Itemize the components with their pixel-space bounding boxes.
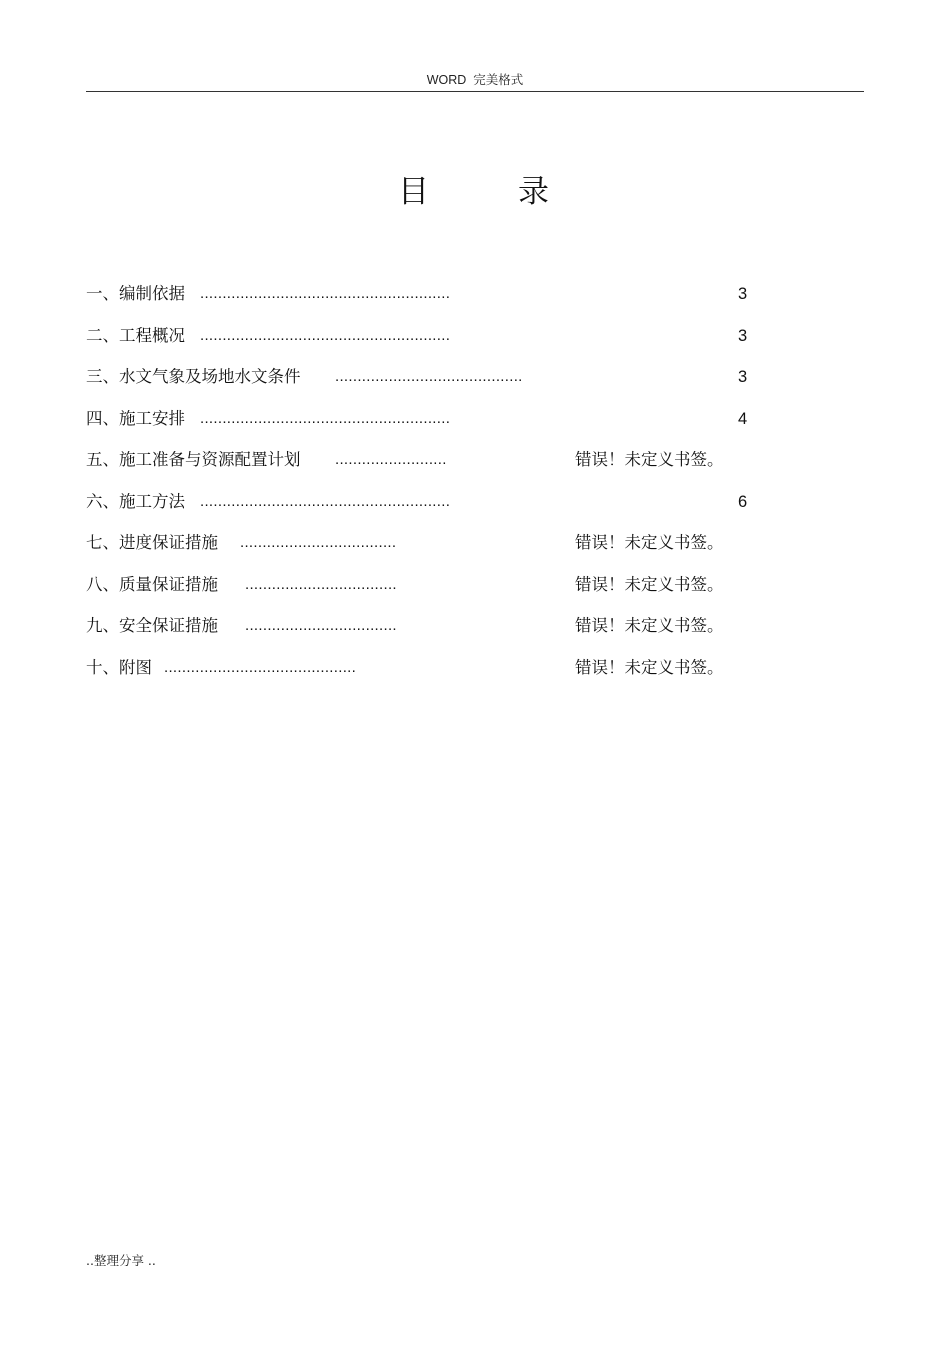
toc-dot-leader: ...........................................: [164, 658, 357, 676]
toc-entry[interactable]: [86, 612, 786, 654]
toc-page-error: 错误！未定义书签。: [575, 574, 724, 594]
page-header: WORD 完美格式: [426, 73, 524, 87]
toc-page-error: 错误！未定义书签。: [575, 533, 724, 552]
toc-dot-leader: ........................................................: [200, 285, 451, 302]
toc-entry-label: 三、水文气象及场地水文条件: [86, 367, 301, 386]
title-char-2: 录: [518, 174, 549, 210]
toc-entry-label: 四、施工安排: [86, 408, 185, 428]
toc-dot-leader: ........................................................: [200, 492, 451, 510]
toc-entry-label: 二、工程概况: [86, 325, 185, 345]
toc-entry-label: 五、施工准备与资源配置计划: [86, 450, 301, 469]
toc-dot-leader: ........................................................: [200, 409, 451, 427]
title-char-1: 目: [398, 174, 429, 210]
toc-entry-label: 八、质量保证措施: [86, 574, 218, 594]
toc-page-error: 错误！未定义书签。: [575, 616, 724, 635]
toc-entry[interactable]: [86, 322, 786, 364]
toc-entry[interactable]: [86, 280, 786, 322]
toc-dot-leader: .........................: [335, 451, 447, 468]
toc-dot-leader: ..................................: [245, 575, 397, 593]
toc-page-number: 6: [738, 492, 748, 511]
header-divider: [86, 91, 864, 92]
toc-entry[interactable]: [86, 446, 786, 488]
toc-page-error: 错误！未定义书签。: [575, 450, 724, 469]
toc-entry[interactable]: [86, 529, 786, 571]
toc-entry-label: 十、附图: [86, 657, 152, 677]
toc-entry-label: 九、安全保证措施: [86, 616, 218, 635]
toc-entry-label: 一、编制依据: [86, 284, 185, 303]
page-title: [0, 172, 950, 216]
toc-entry[interactable]: [86, 571, 786, 613]
toc-page-number: 3: [738, 368, 748, 386]
toc-entry[interactable]: [86, 405, 786, 447]
toc-page-number: 3: [738, 285, 748, 303]
toc-page-error: 错误！未定义书签。: [575, 657, 724, 677]
toc-entry[interactable]: [86, 363, 786, 405]
toc-page-number: 4: [738, 409, 748, 428]
page-footer: ..整理分享 ..: [86, 1253, 156, 1268]
toc-entry-label: 七、进度保证措施: [86, 533, 218, 552]
toc-entry[interactable]: [86, 488, 786, 530]
toc-dot-leader: ...................................: [240, 534, 397, 551]
toc-entry[interactable]: [86, 654, 786, 696]
toc-entry-label: 六、施工方法: [86, 491, 185, 511]
toc-dot-leader: ..........................................: [335, 368, 523, 385]
toc-dot-leader: ..................................: [245, 617, 397, 634]
toc-dot-leader: ........................................................: [200, 326, 451, 344]
toc-page-number: 3: [738, 326, 748, 345]
table-of-contents: [86, 280, 786, 695]
